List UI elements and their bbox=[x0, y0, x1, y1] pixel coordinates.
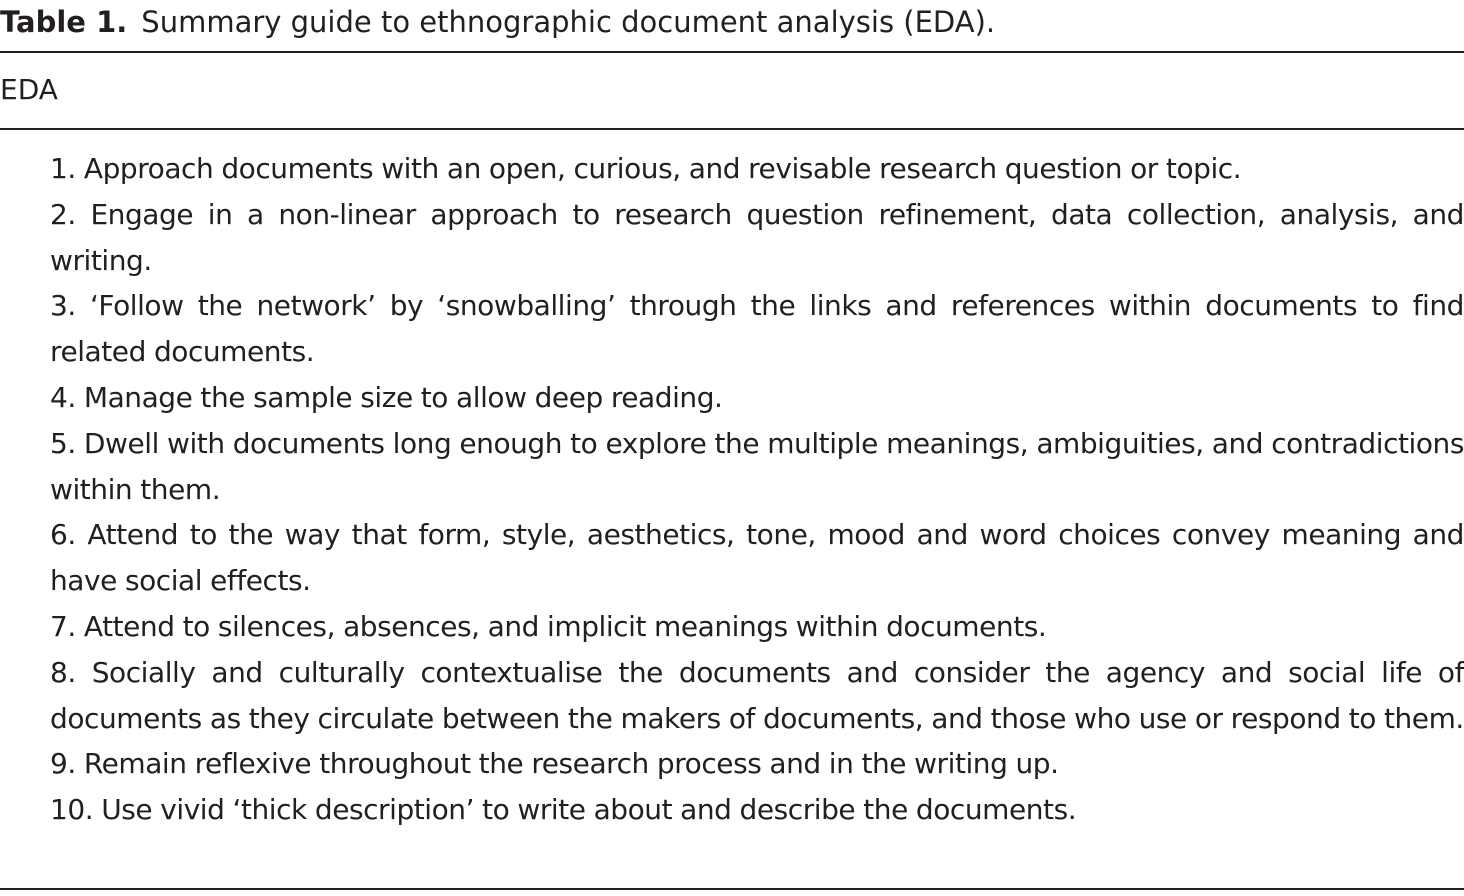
list-item: 7. Attend to silences, absences, and implicit meanings within documents. bbox=[50, 609, 1047, 643]
table-caption-text: Summary guide to ethnographic document analysis (EDA). bbox=[141, 5, 996, 39]
list-item: 5. Dwell with documents long enough to explore the multiple meanings, ambiguities, and contradictions within them. bbox=[50, 426, 1464, 506]
eda-guide-list bbox=[50, 146, 1464, 833]
list-item: 8. Socially and culturally contextualise the documents and consider the agency and social life of documents as they circulate between the makers of documents, and those who use or respond to them. bbox=[50, 655, 1464, 735]
table-label: Table 1. bbox=[0, 5, 128, 39]
list-item: 2. Engage in a non-linear approach to research question refinement, data collection, analysis, and writing. bbox=[50, 197, 1464, 277]
column-header: EDA bbox=[0, 73, 58, 106]
list-item: 4. Manage the sample size to allow deep reading. bbox=[50, 380, 723, 414]
list-item: 3. ‘Follow the network’ by ‘snowballing’ through the links and references within documents to find related documents. bbox=[50, 289, 1464, 369]
bottom-rule bbox=[0, 888, 1464, 890]
list-item: 6. Attend to the way that form, style, aesthetics, tone, mood and word choices convey meaning and have social effects. bbox=[50, 518, 1464, 598]
list-item: 9. Remain reflexive throughout the research process and in the writing up. bbox=[50, 747, 1059, 781]
list-item: 1. Approach documents with an open, curious, and revisable research question or topic. bbox=[50, 152, 1242, 185]
header-rule bbox=[0, 128, 1464, 130]
table-caption bbox=[0, 0, 995, 44]
top-rule bbox=[0, 51, 1464, 53]
list-item: 10. Use vivid ‘thick description’ to write about and describe the documents. bbox=[50, 793, 1077, 827]
